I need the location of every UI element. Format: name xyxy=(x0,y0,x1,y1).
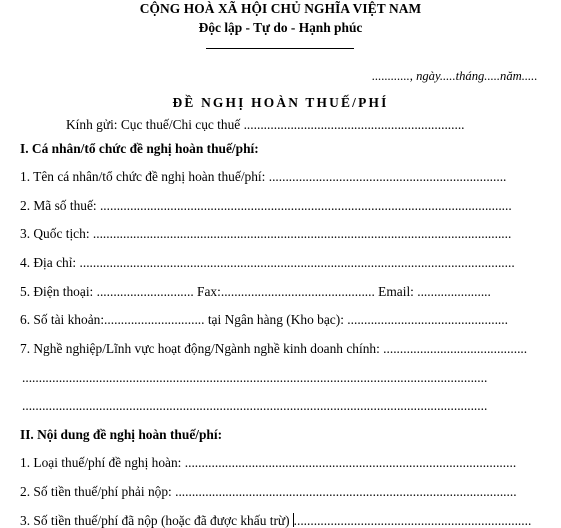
field-tax-paid-dots: ....................................................................... xyxy=(293,513,532,528)
field-nationality: 3. Quốc tịch: ............................................................................................................................. xyxy=(20,226,512,241)
field-tax-type: 1. Loại thuế/phí đề nghị hoàn: ................................................................................................... xyxy=(20,455,517,470)
field-applicant-name: 1. Tên cá nhân/tổ chức đề nghị hoàn thuế/phí: ....................................................................... xyxy=(20,169,507,184)
national-motto: Độc lập - Tự do - Hạnh phúc xyxy=(198,20,363,35)
document-title: ĐỀ NGHỊ HOÀN THUẾ/PHÍ xyxy=(172,95,389,110)
section-2-heading: II. Nội dung đề nghị hoàn thuế/phí: xyxy=(20,427,223,442)
field-address: 4. Địa chỉ: .................................................................................................................................. xyxy=(20,255,515,270)
section-1-heading: I. Cá nhân/tổ chức đề nghị hoàn thuế/phí: xyxy=(20,141,259,156)
field-contact: 5. Điện thoại: ............................. Fax:.............................................. Email: ...................... xyxy=(20,284,491,299)
field-tax-paid-label: 3. Số tiền thuế/phí đã nộp (hoặc đã được khấu trừ) xyxy=(20,513,290,528)
field-tax-payable: 2. Số tiền thuế/phí phải nộp: ...................................................................................................... xyxy=(20,484,517,499)
field-bank-account: 6. Số tài khoản:.............................. tại Ngân hàng (Kho bạc): ................................................ xyxy=(20,312,508,327)
blank-line: ........................................................................................................................................... xyxy=(22,370,488,385)
field-tax-code: 2. Mã số thuế: ........................................................................................................................... xyxy=(20,198,512,213)
field-occupation: 7. Nghề nghiệp/Lĩnh vực hoạt động/Ngành nghề kinh doanh chính: ........................................... xyxy=(20,341,528,356)
field-tax-paid[interactable] xyxy=(20,513,531,527)
greeting-line: Kính gửi: Cục thuế/Chi cục thuế .................................................................. xyxy=(66,117,465,132)
header-divider xyxy=(206,48,354,49)
blank-line: ........................................................................................................................................... xyxy=(22,398,488,413)
national-title: CỘNG HOÀ XÃ HỘI CHỦ NGHĨA VIỆT NAM xyxy=(139,1,422,16)
date-line: ............, ngày.....tháng.....năm..... xyxy=(372,69,538,83)
